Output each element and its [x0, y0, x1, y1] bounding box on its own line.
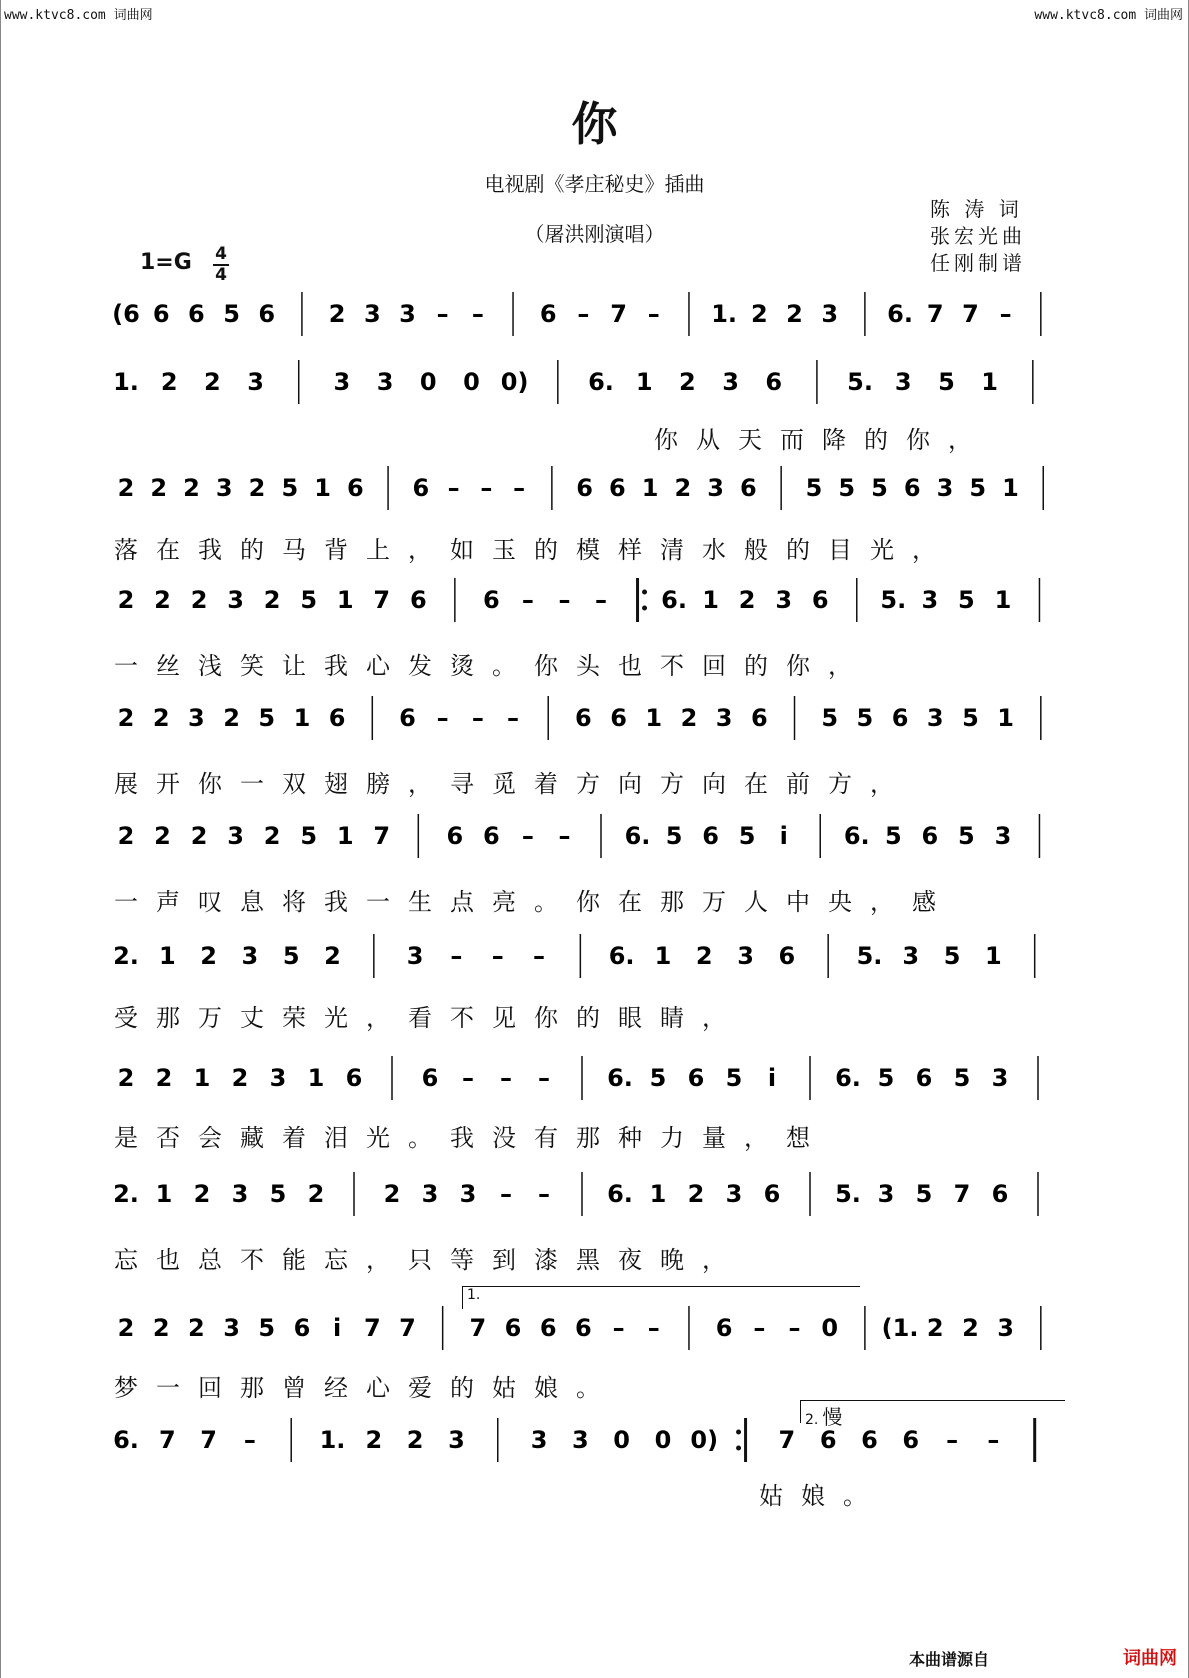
- note: 3: [376, 368, 394, 396]
- note: 3: [363, 300, 381, 328]
- note: –: [538, 1180, 550, 1208]
- note: 3: [926, 704, 944, 732]
- note: 3: [406, 942, 424, 970]
- note: –: [500, 1064, 512, 1092]
- note: 2: [117, 1064, 135, 1092]
- note: 0): [690, 1426, 719, 1454]
- note: 1: [336, 586, 354, 614]
- note: 2: [687, 1180, 705, 1208]
- notation-row: [118, 696, 1078, 740]
- note: 7: [399, 1314, 416, 1342]
- note: i: [779, 822, 788, 850]
- footer-logo: 词曲网: [1123, 1648, 1177, 1669]
- note: 7: [953, 1180, 971, 1208]
- note: 2: [155, 1064, 173, 1092]
- note: 6.: [608, 942, 635, 970]
- note: 2: [200, 942, 217, 970]
- lyric-line: 梦一回那曾经心爱的姑娘。: [114, 1374, 618, 1402]
- note: 1: [635, 368, 653, 396]
- note: 7: [610, 300, 627, 328]
- note: 3: [707, 474, 725, 502]
- key-signature: 1=G: [140, 250, 192, 275]
- note: 0: [419, 368, 437, 396]
- note: 5: [877, 1064, 895, 1092]
- note: 6: [399, 704, 416, 732]
- note: 2: [738, 586, 756, 614]
- note: 1: [314, 474, 331, 502]
- note: –: [450, 942, 463, 970]
- note: 2: [183, 474, 200, 502]
- note: –: [471, 704, 484, 732]
- note: 7: [778, 1426, 796, 1454]
- note: 5: [269, 1180, 287, 1208]
- repeat-dot: [642, 590, 647, 595]
- note: i: [767, 1064, 777, 1092]
- note: 6: [412, 474, 430, 502]
- note: 3: [448, 1426, 465, 1454]
- note: 2: [750, 300, 768, 328]
- note: 6: [575, 1314, 592, 1342]
- note: 3: [921, 586, 939, 614]
- note: –: [987, 1426, 1000, 1454]
- note: 6: [715, 1314, 733, 1342]
- volta-label: 2.: [805, 1412, 819, 1428]
- note: 7: [200, 1426, 217, 1454]
- note: –: [521, 586, 534, 614]
- note: –: [558, 586, 571, 614]
- note: –: [946, 1426, 959, 1454]
- note: 3: [223, 1314, 240, 1342]
- note: 2: [154, 586, 171, 614]
- note: 2: [117, 474, 135, 502]
- note: 5: [281, 474, 299, 502]
- note: 2: [190, 586, 208, 614]
- note: 6: [778, 942, 796, 970]
- note: –: [480, 474, 493, 502]
- note: –: [491, 942, 504, 970]
- note: 5: [958, 822, 975, 850]
- note: 2: [674, 474, 692, 502]
- note: –: [513, 474, 526, 502]
- note: 6: [539, 300, 557, 328]
- note: 1: [158, 942, 176, 970]
- note: 5: [871, 474, 888, 502]
- note: 6.: [887, 300, 913, 328]
- note: 2: [962, 1314, 979, 1342]
- note: 1: [985, 942, 1002, 970]
- note: 2: [926, 1314, 944, 1342]
- note: 2: [406, 1426, 424, 1454]
- note: 5: [300, 586, 318, 614]
- lyric-line: 受那万丈荣光，看不见你的眼睛，: [114, 1004, 744, 1032]
- note: 3: [459, 1180, 477, 1208]
- note: 2: [117, 704, 135, 732]
- note: 3: [715, 704, 733, 732]
- notation-row: [113, 934, 1078, 978]
- notation-row: [118, 578, 1078, 622]
- note: 6: [576, 474, 593, 502]
- notation-row-svg: [118, 696, 1078, 740]
- note: 1: [981, 368, 998, 396]
- note: 6: [346, 474, 364, 502]
- note: 6: [921, 822, 939, 850]
- note: 2: [204, 368, 221, 396]
- note: 7: [926, 300, 944, 328]
- note: –: [507, 704, 520, 732]
- note: –: [647, 1314, 660, 1342]
- note: 6.: [607, 1064, 633, 1092]
- note: 6: [483, 822, 500, 850]
- note: 2: [365, 1426, 383, 1454]
- note: 5: [282, 942, 300, 970]
- note: –: [533, 942, 546, 970]
- note: 5: [943, 942, 961, 970]
- note: 3: [902, 942, 920, 970]
- note: 6: [293, 1314, 311, 1342]
- note: –: [436, 704, 449, 732]
- notation-row: [113, 360, 1078, 404]
- note: 6: [819, 1426, 837, 1454]
- note: 1.: [113, 368, 139, 396]
- note: 0: [613, 1426, 631, 1454]
- note: 5: [665, 822, 683, 850]
- note: 1: [193, 1064, 211, 1092]
- note: 5: [915, 1180, 933, 1208]
- note: 7: [373, 822, 391, 850]
- note: 6.: [624, 822, 651, 850]
- note: –: [595, 586, 607, 614]
- note: 6: [409, 586, 427, 614]
- note: 2.: [113, 1180, 139, 1208]
- note: 6: [991, 1180, 1009, 1208]
- volta-bracket: [462, 1286, 860, 1309]
- note: 6: [575, 704, 592, 732]
- note: 6: [188, 300, 205, 328]
- notation-row-svg: [113, 360, 1078, 404]
- credit-lyricist: 陈 涛 词: [930, 197, 1023, 221]
- note: 6: [610, 704, 627, 732]
- note: 6: [504, 1314, 522, 1342]
- watermark-left: www.ktvc8.com 词曲网: [4, 8, 153, 23]
- repeat-dot: [736, 1446, 741, 1451]
- note: 3: [241, 942, 259, 970]
- note: 2: [117, 822, 135, 850]
- note: 0: [463, 368, 480, 396]
- note: 1: [997, 704, 1014, 732]
- repeat-dot: [642, 606, 647, 611]
- note: 6: [902, 1426, 920, 1454]
- note: 1: [649, 1180, 667, 1208]
- watermark-right: www.ktvc8.com 词曲网: [1034, 8, 1183, 23]
- lyric-line: 姑娘。: [759, 1482, 885, 1510]
- note: 2: [383, 1180, 401, 1208]
- note: 3: [936, 474, 954, 502]
- note: 2: [223, 704, 240, 732]
- note: 2: [152, 1314, 170, 1342]
- note: 6: [903, 474, 921, 502]
- note: 0): [500, 368, 529, 396]
- note: 5: [300, 822, 318, 850]
- note: 7: [962, 300, 979, 328]
- notation-row-svg: [112, 292, 1078, 336]
- note: 2: [117, 586, 135, 614]
- note: –: [753, 1314, 766, 1342]
- lyric-line: 一声叹息将我一生点亮。你在那万人中央，感: [114, 888, 954, 916]
- notation-row-svg: [118, 814, 1078, 858]
- note: 7: [363, 1314, 381, 1342]
- note: 3: [231, 1180, 249, 1208]
- note: 6: [609, 474, 626, 502]
- note: 5.: [856, 942, 883, 970]
- lyric-line: 展开你一双翅膀，寻觅着方向方向在前方，: [114, 770, 912, 798]
- note: 5: [958, 586, 975, 614]
- note: 5: [649, 1064, 667, 1092]
- note: 5.: [847, 368, 874, 396]
- note: 2: [152, 704, 170, 732]
- note: 6.: [113, 1426, 139, 1454]
- notation-row: [112, 292, 1078, 336]
- note: 3: [877, 1180, 895, 1208]
- note: 5: [258, 1314, 276, 1342]
- tempo-mark: 慢: [822, 1405, 843, 1429]
- note: 2: [328, 300, 346, 328]
- note: 6.: [588, 368, 614, 396]
- note: 3: [821, 300, 839, 328]
- note: –: [647, 300, 660, 328]
- time-signature-top: 4: [215, 244, 227, 264]
- note: 6: [345, 1064, 363, 1092]
- notation-row: [118, 466, 1078, 510]
- note: 7: [373, 586, 391, 614]
- note: 1: [155, 1180, 173, 1208]
- note: 5: [969, 474, 987, 502]
- note: 2: [117, 1314, 135, 1342]
- note: 3: [775, 586, 793, 614]
- note: 2: [679, 368, 696, 396]
- note: 6: [891, 704, 909, 732]
- note: –: [500, 1180, 512, 1208]
- note: 2: [188, 1314, 205, 1342]
- note: 6: [258, 300, 276, 328]
- note: 6: [702, 822, 719, 850]
- lyric-line: 一丝浅笑让我心发烫。你头也不回的你，: [114, 652, 870, 680]
- song-title: 你: [571, 97, 618, 151]
- note: 5: [856, 704, 874, 732]
- note: 5: [838, 474, 856, 502]
- note: 2: [695, 942, 713, 970]
- note: 6: [539, 1314, 557, 1342]
- note: 2: [786, 300, 803, 328]
- note: 2: [680, 704, 698, 732]
- lyric-line: 你从天而降的你，: [654, 426, 990, 454]
- note: 5: [725, 1064, 743, 1092]
- note: –: [436, 300, 449, 328]
- note: 3: [227, 822, 244, 850]
- note: 6: [687, 1064, 705, 1092]
- note: 2: [324, 942, 341, 970]
- note: 3: [188, 704, 205, 732]
- note: 3: [333, 368, 351, 396]
- note: 6: [421, 1064, 439, 1092]
- note: 6: [763, 1180, 781, 1208]
- volta-bracket: [800, 1400, 1065, 1429]
- credit-composer: 张宏光曲: [930, 224, 1026, 248]
- note: 3: [997, 1314, 1014, 1342]
- song-singer: （屠洪刚演唱）: [524, 222, 665, 246]
- notation-row: [118, 1056, 1078, 1100]
- notation-row-svg: [113, 1172, 1078, 1216]
- note: 3: [571, 1426, 589, 1454]
- note: 3: [247, 368, 264, 396]
- note: –: [612, 1314, 625, 1342]
- note: 5: [962, 704, 979, 732]
- notation-row-svg: [118, 466, 1078, 510]
- note: 2.: [113, 942, 139, 970]
- note: 2: [160, 368, 178, 396]
- note: 2: [263, 586, 281, 614]
- note: –: [243, 1426, 256, 1454]
- note: 5: [258, 704, 276, 732]
- note: –: [788, 1314, 801, 1342]
- note: 1: [654, 942, 672, 970]
- note: 2: [307, 1180, 325, 1208]
- note: 2: [263, 822, 281, 850]
- note: 1: [702, 586, 719, 614]
- note: 3: [530, 1426, 548, 1454]
- note: 3: [737, 942, 754, 970]
- note: 3: [991, 1064, 1009, 1092]
- note: 5: [953, 1064, 971, 1092]
- note: 6: [446, 822, 464, 850]
- notation-row: [118, 814, 1078, 858]
- repeat-dot: [736, 1430, 741, 1435]
- note: 1.: [319, 1426, 346, 1454]
- note: 5: [223, 300, 240, 328]
- note: 6: [765, 368, 783, 396]
- note: 6: [811, 586, 829, 614]
- time-signature: [213, 246, 229, 284]
- note: 3: [894, 368, 912, 396]
- note: 1.: [711, 300, 738, 328]
- note: 2: [150, 474, 168, 502]
- note: –: [538, 1064, 550, 1092]
- note: 6: [740, 474, 757, 502]
- lyric-line: 是否会藏着泪光。我没有那种力量，想: [114, 1124, 828, 1152]
- note: 0: [821, 1314, 839, 1342]
- note: 1: [994, 586, 1012, 614]
- note: 6: [861, 1426, 878, 1454]
- note: (1.: [881, 1314, 919, 1342]
- notation-row: [113, 1172, 1078, 1216]
- note: –: [462, 1064, 474, 1092]
- note: 6.: [843, 822, 870, 850]
- notation-row-svg: [118, 578, 1078, 622]
- note: 1: [645, 704, 663, 732]
- note: 5: [884, 822, 902, 850]
- note: –: [447, 474, 460, 502]
- lyric-line: 忘也总不能忘，只等到漆黑夜晚，: [114, 1246, 744, 1274]
- note: 5: [821, 704, 839, 732]
- credits: [930, 196, 1026, 277]
- note: 1: [641, 474, 659, 502]
- note: 6: [750, 704, 768, 732]
- note: –: [521, 822, 534, 850]
- note: 5: [938, 368, 955, 396]
- note: 7: [158, 1426, 176, 1454]
- time-signature-bottom: 4: [215, 265, 227, 285]
- volta-label: 1.: [467, 1287, 481, 1303]
- notation-row: [118, 1306, 1078, 1350]
- note: 6: [328, 704, 346, 732]
- lyric-line: 落在我的马背上，如玉的模样清水般的目光，: [114, 536, 954, 564]
- note: 1: [307, 1064, 325, 1092]
- note: 6: [915, 1064, 933, 1092]
- note: 3: [227, 586, 244, 614]
- notation-row: [113, 1418, 1078, 1462]
- note: 6.: [607, 1180, 633, 1208]
- note: 5.: [835, 1180, 861, 1208]
- footer-source: 本曲谱源自: [908, 1650, 989, 1669]
- note: 5: [738, 822, 756, 850]
- note: 6.: [835, 1064, 861, 1092]
- notation-row-svg: [118, 1306, 1078, 1350]
- note: 5: [805, 474, 823, 502]
- note: (6: [112, 300, 140, 328]
- credit-transcriber: 任刚制谱: [930, 251, 1026, 275]
- note: 0: [654, 1426, 672, 1454]
- note: –: [558, 822, 571, 850]
- note: 2: [154, 822, 171, 850]
- note: 3: [994, 822, 1012, 850]
- note: 6.: [661, 586, 687, 614]
- note: 7: [469, 1314, 487, 1342]
- note: 2: [231, 1064, 249, 1092]
- note: 3: [399, 300, 416, 328]
- note: 3: [269, 1064, 287, 1092]
- note: 1: [293, 704, 311, 732]
- note: –: [577, 300, 590, 328]
- note: –: [471, 300, 484, 328]
- note: 2: [248, 474, 266, 502]
- note: 6: [152, 300, 170, 328]
- note: 1: [336, 822, 354, 850]
- note: 2: [190, 822, 208, 850]
- note: 3: [722, 368, 739, 396]
- note: 3: [421, 1180, 439, 1208]
- note: 2: [193, 1180, 211, 1208]
- song-subtitle: 电视剧《孝庄秘史》插曲: [484, 172, 705, 196]
- notation-row-svg: [113, 934, 1078, 978]
- note: 3: [215, 474, 233, 502]
- notation-row-svg: [113, 1418, 1078, 1462]
- note: 1: [1002, 474, 1019, 502]
- note: i: [332, 1314, 342, 1342]
- note: 5.: [880, 586, 907, 614]
- note: –: [999, 300, 1012, 328]
- note: 3: [725, 1180, 743, 1208]
- note: 6: [483, 586, 500, 614]
- notation-row-svg: [118, 1056, 1078, 1100]
